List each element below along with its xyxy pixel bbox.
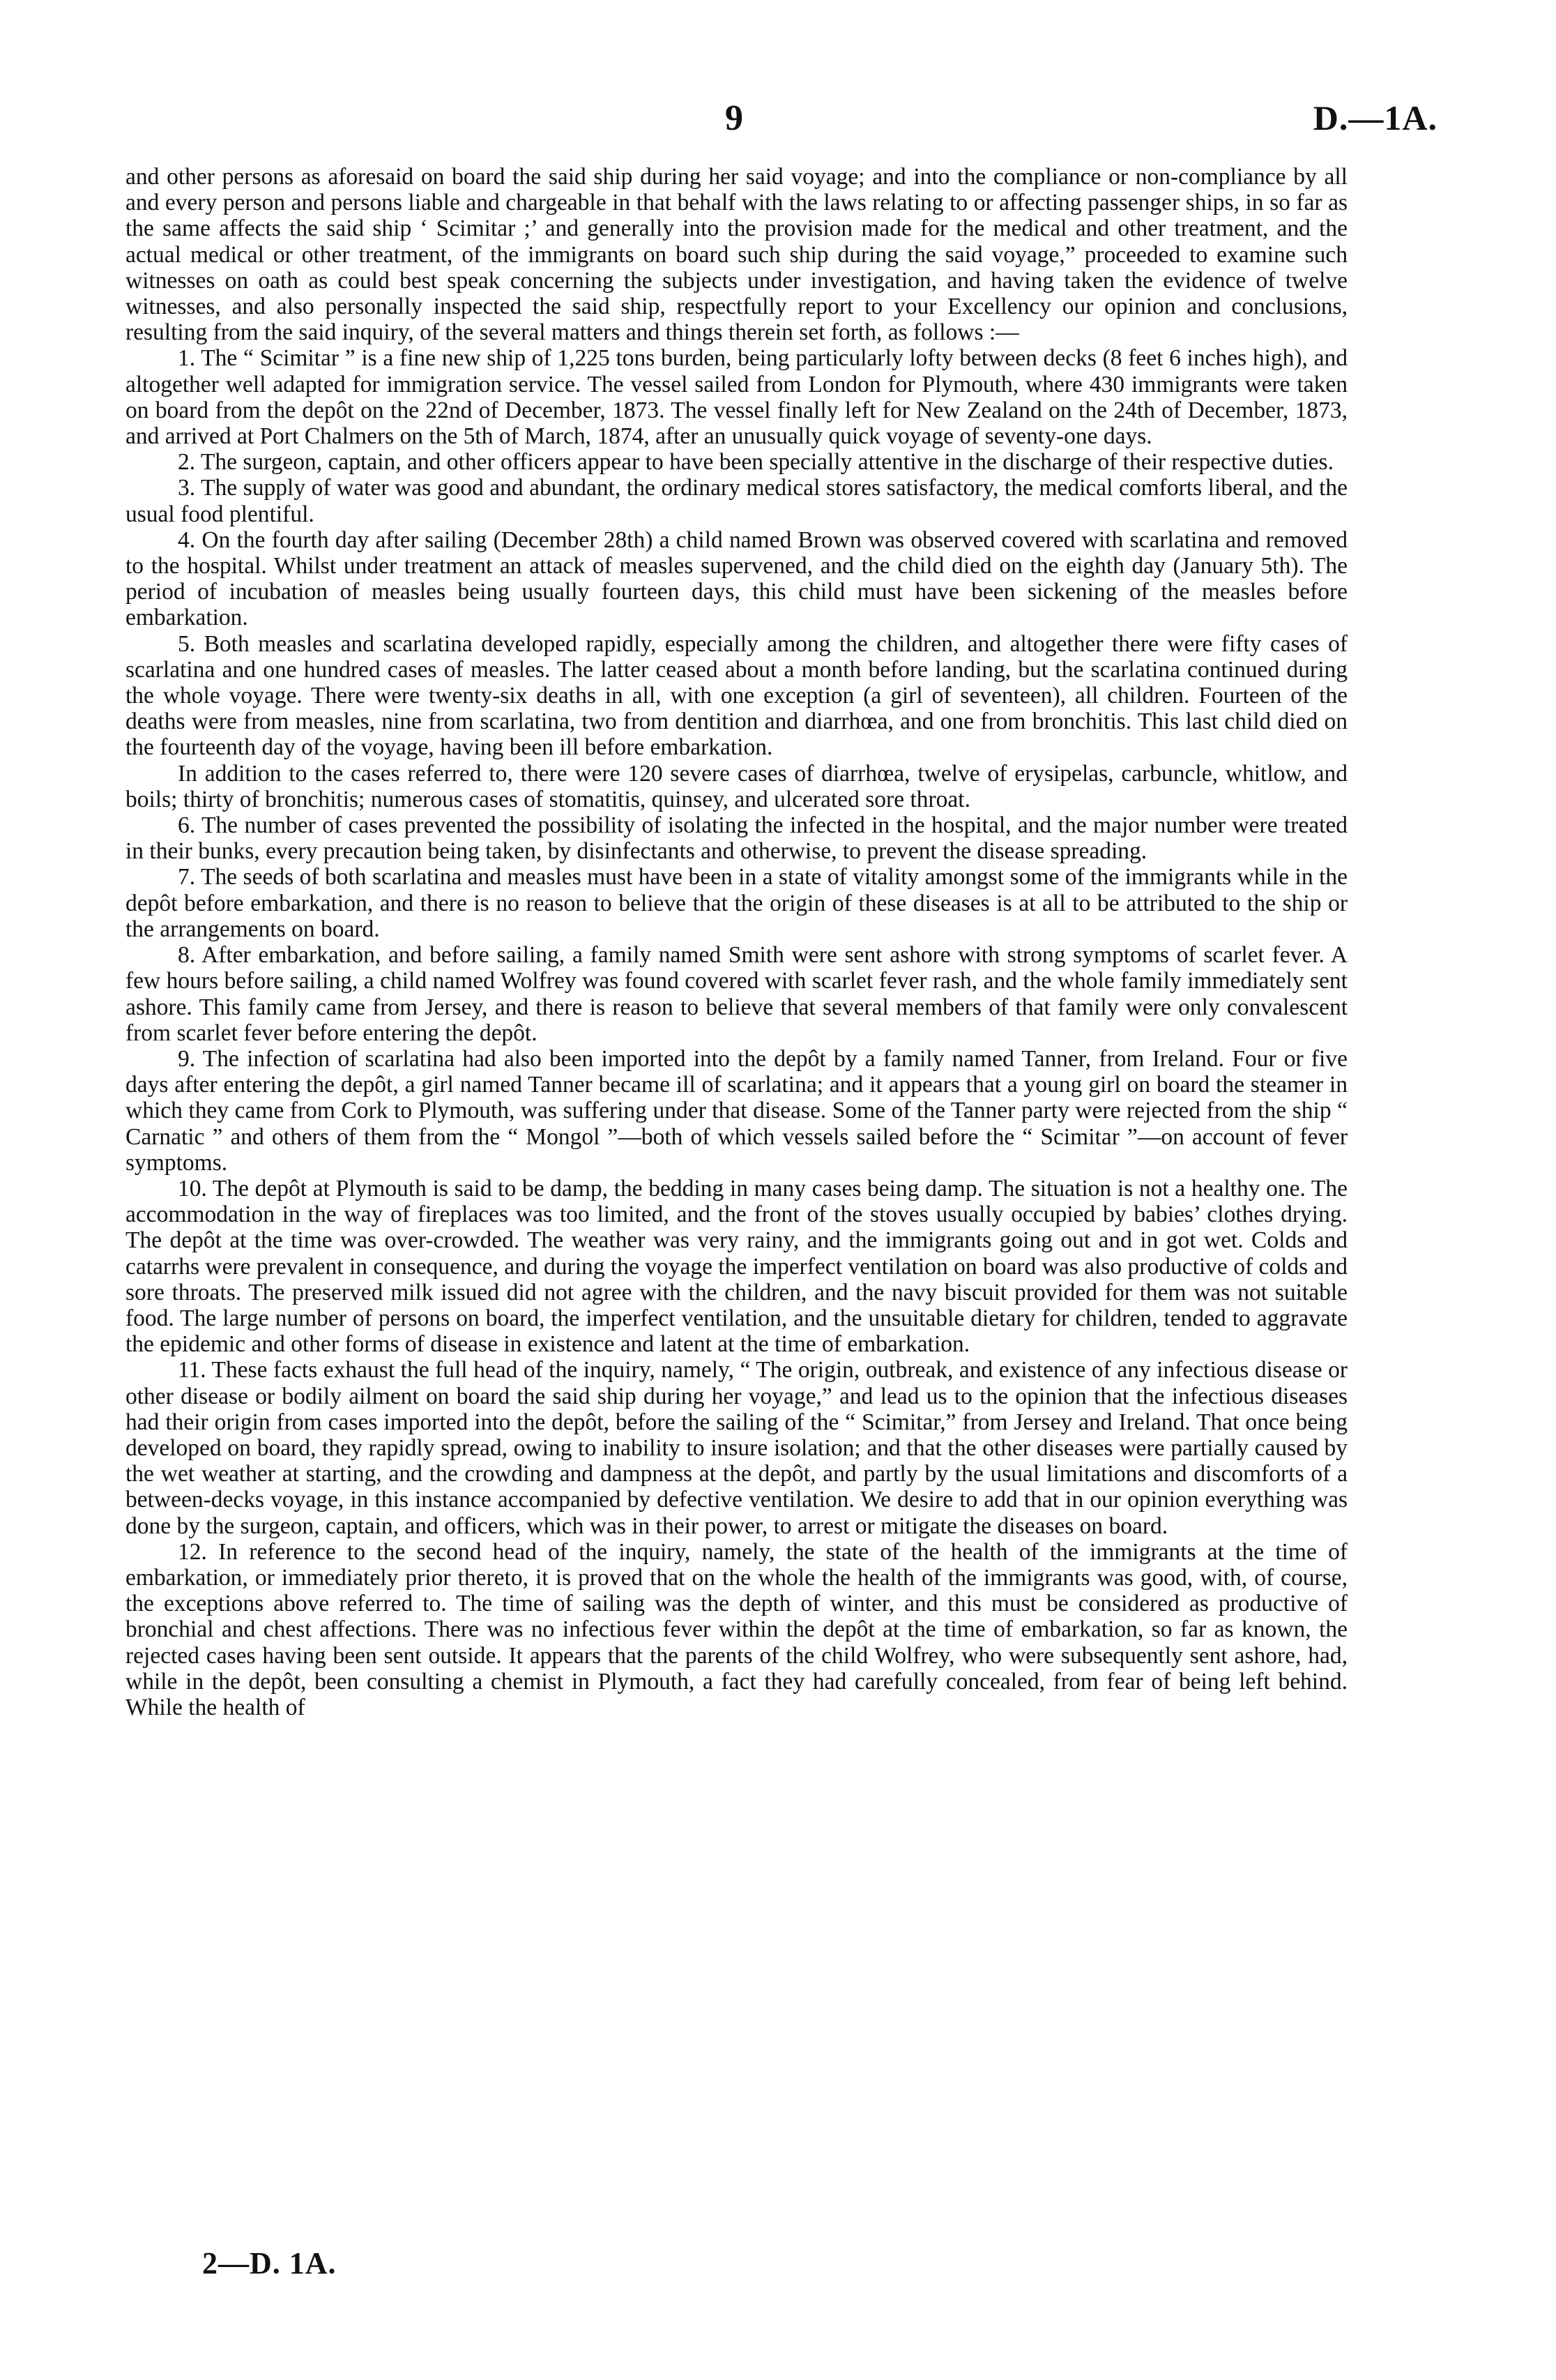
paragraph-10: 10. The depôt at Plymouth is said to be damp, the bedding in many cases being damp. The situation is not a healthy one. The accommodation in the way of fireplaces was too limited, and the front of the stoves usually occupied by babies’ clothes drying. The depôt at the time was over-crowded. The weather was very rainy, and the immigrants going out and in got wet. Colds and catarrhs were prevalent in consequence, and during the voyage the imperfect ventilation on board was also productive of colds and sore throats. The preserved milk issued did not agree with the children, and the navy biscuit provided for them was not suitable food. The large number of persons on board, the imperfect ventilation, and the unsuitable dietary for children, tended to aggravate the epidemic and other forms of disease in existence and latent at the time of embarkation. (125, 1175, 1348, 1358)
paragraph-11: 11. These facts exhaust the full head of the inquiry, namely, “ The origin, outbreak, and existence of any infectious disease or other disease or bodily ailment on board the said ship during her voyage,” and lead us to the opinion that the infectious diseases had their origin from cases imported into the depôt, before the sailing of the “ Scimitar,” from Jersey and Ireland. That once being developed on board, they rapidly spread, owing to inability to insure isolation; and that the other diseases were partially caused by the wet weather at starting, and the crowding and dampness at the depôt, and partly by the usual limitations and discomforts of a between-decks voyage, in this instance accompanied by defective ventilation. We desire to add that in our opinion everything was done by the surgeon, captain, and officers, which was in their power, to arrest or mitigate the diseases on board. (125, 1357, 1348, 1539)
body-text (125, 164, 1348, 1720)
paragraph-6: 6. The number of cases prevented the possibility of isolating the infected in the hospital, and the major number were treated in their bunks, every precaution being taken, by disinfectants and otherwise, to prevent the disease spreading. (125, 812, 1348, 865)
paragraph-1: 1. The “ Scimitar ” is a fine new ship of 1,225 tons burden, being particularly lofty between decks (8 feet 6 inches high), and altogether well adapted for immigration service. The vessel sailed from London for Plymouth, where 430 immigrants were taken on board from the depôt on the 22nd of December, 1873. The vessel finally left for New Zealand on the 24th of December, 1873, and arrived at Port Chalmers on the 5th of March, 1874, after an unusually quick voyage of seventy-one days. (125, 345, 1348, 450)
page-header (0, 98, 1556, 146)
paragraph-3: 3. The supply of water was good and abundant, the ordinary medical stores satisfactory, the medical comforts liberal, and the usual food plentiful. (125, 475, 1348, 527)
paragraph-8: 8. After embarkation, and before sailing, a family named Smith were sent ashore with strong symptoms of scarlet fever. A few hours before sailing, a child named Wolfrey was found covered with scarlet fever rash, and the whole family immediately sent ashore. This family came from Jersey, and there is reason to believe that several members of that family were only convalescent from scarlet fever before entering the depôt. (125, 942, 1348, 1046)
paragraph-12: 12. In reference to the second head of the inquiry, namely, the state of the health of the immigrants at the time of embarkation, or immediately prior thereto, it is proved that on the whole the health of the immigrants was good, with, of course, the exceptions above referred to. The time of sailing was the depth of winter, and this must be considered as productive of bronchial and chest affections. There was no infectious fever within the depôt at the time of embarkation, so far as known, the rejected cases having been sent outside. It appears that the parents of the child Wolfrey, who were subsequently sent ashore, had, while in the depôt, been consulting a chemist in Plymouth, a fact they had carefully concealed, from fear of being left behind. While the health of (125, 1538, 1348, 1720)
paragraph-5: 5. Both measles and scarlatina developed rapidly, especially among the children, and altogether there were fifty cases of scarlatina and one hundred cases of measles. The latter ceased about a month before landing, but the scarlatina continued during the whole voyage. There were twenty-six deaths in all, with one exception (a girl of seventeen), all children. Fourteen of the deaths were from measles, nine from scarlatina, two from dentition and diarrhœa, and one from bronchitis. This last child died on the fourteenth day of the voyage, having been ill before embarkation. (125, 630, 1348, 761)
paragraph-7: 7. The seeds of both scarlatina and measles must have been in a state of vitality amongst some of the immigrants while in the depôt before embarkation, and there is no reason to believe that the origin of these diseases is at all to be attributed to the ship or the arrangements on board. (125, 864, 1348, 942)
paragraph-9: 9. The infection of scarlatina had also been imported into the depôt by a family named Tanner, from Ireland. Four or five days after entering the depôt, a girl named Tanner became ill of scarlatina; and it appears that a young girl on board the steamer in which they came from Cork to Plymouth, was suffering under that disease. Some of the Tanner party were rejected from the ship “ Carnatic ” and others of them from the “ Mongol ”—both of which vessels sailed before the “ Scimitar ”—on account of fever symptoms. (125, 1045, 1348, 1176)
paragraph-4: 4. On the fourth day after sailing (December 28th) a child named Brown was observed covered with scarlatina and removed to the hospital. Whilst under treatment an attack of measles supervened, and the child died on the eighth day (January 5th). The period of incubation of measles being usually fourteen days, this child must have been sickening of the measles before embarkation. (125, 526, 1348, 631)
signature-mark: 2—D. 1A. (202, 2246, 337, 2280)
paragraph-continuation: and other persons as aforesaid on board the said ship during her said voyage; and into the compliance or non-compliance by all and every person and persons liable and chargeable in that behalf with the laws relating to or affecting passenger ships, in so far as the same affects the said ship ‘ Scimitar ;’ and generally into the provision made for the medical and other treatment, and the actual medical or other treatment, of the immigrants on board such ship during the said voyage,” proceeded to examine such witnesses on oath as could best speak concerning the subjects under investigation, and having taken the evidence of twelve witnesses, and also personally inspected the said ship, respectfully report to your Excellency our opinion and conclusions, resulting from the said inquiry, of the several matters and things therein set forth, as follows :— (125, 164, 1348, 346)
paragraph-5-addendum: In addition to the cases referred to, there were 120 severe cases of diarrhœa, twelve of erysipelas, carbuncle, whitlow, and boils; thirty of bronchitis; numerous cases of stomatitis, quinsey, and ulcerated sore throat. (125, 760, 1348, 812)
paragraph-2: 2. The surgeon, captain, and other officers appear to have been specially attentive in the discharge of their respective duties. (178, 449, 1334, 476)
document-reference: D.—1A. (1313, 98, 1437, 137)
page-number: 9 (725, 98, 743, 138)
